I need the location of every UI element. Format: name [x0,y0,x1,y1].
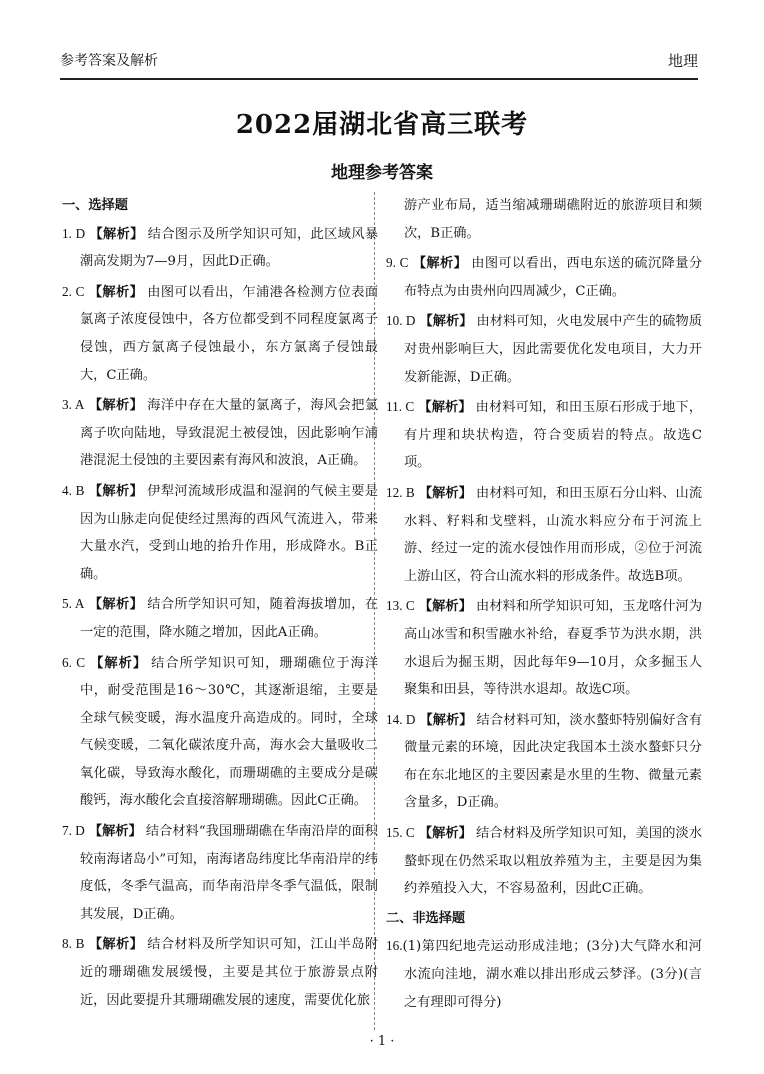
answer-text: 伊犁河流域形成温和湿润的气候主要是因为山脉走向促使经过黑海的西风气流进入，带来大量水汽，受到山地的抬升作用，形成降水。B正确。 [80,483,379,582]
answer-text: 由材料和所学知识可知，玉龙喀什河为高山冰雪和积雪融水补给，春夏季节为洪水期，洪水退后为掘玉期，因此每年9—10月，众多掘玉人聚集和田县，等待洪水退却。故选C项。 [404,599,703,698]
answer-item [62,930,378,1014]
analysis-tag: 【解析】 [418,826,473,842]
answer-number: 1. D [62,225,86,241]
left-column [62,192,378,1016]
answer-text: 结合材料及所学知识可知，美国的淡水螯虾现在仍然采取以粗放养殖为主，主要是因为集约养殖投入大，不容易盈利，因此C正确。 [404,826,703,897]
answer-number: 9. C [386,255,409,271]
section-heading-nonchoice: 二、非选择题 [386,910,466,926]
answer-text: 由图可以看出，西电东送的硫沉降量分布特点为由贵州向四周减少，C正确。 [404,256,703,299]
answer-text: (1)第四纪地壳运动形成洼地；(3分)大气降水和河水流向洼地，湖水难以排出形成云梦泽。(3分)(言之有理即可得分) [402,939,702,1010]
answer-text: 由图可以看出，乍浦港各检测方位表面氯离子浓度侵蚀中，各方位都受到不同程度氯离子侵蚀，西方氯离子侵蚀最小，东方氯离子侵蚀最大，C正确。 [80,284,379,383]
analysis-tag: 【解析】 [88,398,144,414]
answer-number: 12. B [386,484,415,500]
answer-item [386,479,702,590]
analysis-tag: 【解析】 [88,483,144,499]
answer-item [386,819,702,903]
answer-text: 结合所学知识可知，随着海拔增加，在一定的范围，降水随之增加，因此A正确。 [80,597,379,640]
analysis-tag: 【解析】 [88,824,142,840]
analysis-tag: 【解析】 [418,485,473,501]
answer-item [386,393,702,477]
answer-item [62,477,378,588]
answer-number: 16. [386,938,403,954]
answer-item [62,278,378,389]
answer-number: 10. D [386,313,416,329]
answer-text: 结合材料可知，淡水螯虾特别偏好含有微量元素的环境，因此决定我国本土淡水螯虾只分布在东北地区的主要因素是水里的生物、微量元素含量多，D正确。 [404,712,703,811]
analysis-tag: 【解析】 [88,284,144,300]
answer-number: 8. B [62,936,85,952]
answer-item [386,706,702,817]
document-title: 2022届湖北省高三联考 [235,110,529,140]
answer-text: 海洋中存在大量的氯离子，海风会把氯离子吹向陆地，导致混泥土被侵蚀，因此影响乍浦港混泥土侵蚀的主要因素有海风和波浪，A正确。 [80,398,379,469]
answer-item [62,391,378,475]
answer-number: 13. C [386,598,415,614]
answer-number: 5. A [62,596,85,612]
answer-number: 15. C [386,825,415,841]
analysis-tag: 【解析】 [88,937,144,953]
document-subtitle: 地理参考答案 [331,163,433,183]
answer-item [386,592,702,703]
answer-text: 由材料可知，和田玉原石形成于地下，有片理和块状构造，符合变质岩的特点。故选C项。 [404,400,703,471]
header-left-label: 参考答案及解析 [60,53,158,69]
answer-item [62,817,378,928]
analysis-tag: 【解析】 [418,400,472,416]
answer-text: 结合所学知识可知，珊瑚礁位于海洋中，耐受范围是16～30℃，其逐渐退缩，主要是全球气候变暖，海水温度升高造成的。同时，全球气候变暖，二氧化碳浓度升高，海水会大量吸收二氧化碳，导致海水酸化，而珊瑚礁的主要成分是碳酸钙，海水酸化会直接溶解珊瑚礁。因此C正确。 [80,655,379,809]
answer-number: 2. C [62,283,85,299]
answer-number: 11. C [386,399,415,415]
answer-number: 4. B [62,482,85,498]
answer-text: 由材料可知，火电发展中产生的硫物质对贵州影响巨大，因此需要优化发电项目，大力开发新能源，D正确。 [404,314,703,385]
answer-number: 6. C [62,654,86,670]
analysis-tag: 【解析】 [418,599,473,615]
answer-item [62,590,378,646]
analysis-tag: 【解析】 [419,314,473,330]
answer-text: 结合材料及所学知识可知，江山半岛附近的珊瑚礁发展缓慢，主要是其位于旅游景点附近，因此要提升其珊瑚礁发展的速度，需要优化旅 [80,937,379,1008]
analysis-tag: 【解析】 [412,256,468,272]
page-number: · 1 · [369,1034,395,1049]
analysis-tag: 【解析】 [88,597,144,613]
analysis-tag: 【解析】 [89,655,148,671]
page-header [60,50,698,80]
answer-number: 14. D [386,711,416,727]
answer-item [62,220,378,276]
answer-item [386,932,702,1016]
answer-text: 结合材料“我国珊瑚礁在华南沿岸的面积较南海诸岛小”可知，南海诸岛纬度比华南沿岸的纬度低，冬季气温高，而华南沿岸冬季气温低，限制其发展，D正确。 [80,824,378,922]
answer-number: 3. A [62,397,85,413]
answer-text: 结合图示及所学知识可知，此区域风暴潮高发期为7—9月，因此D正确。 [80,226,379,270]
answer-item-continuation: 游产业布局，适当缩减珊瑚礁附近的旅游项目和频次，B正确。 [404,198,702,241]
answer-item [386,307,702,391]
answer-item [62,649,378,816]
right-column [386,192,702,1018]
header-subject-label: 地理 [667,52,698,70]
analysis-tag: 【解析】 [89,226,144,242]
section-heading-choice: 一、选择题 [62,198,128,213]
answer-text: 由材料可知，和田玉原石分山料、山流水料、籽料和戈壁料，山流水料应分布于河流上游、经过一定的流水侵蚀作用而形成，②位于河流上游山区，符合山流水料的形成条件。故选B项。 [404,485,703,584]
answer-item [386,249,702,305]
answer-number: 7. D [62,823,85,839]
analysis-tag: 【解析】 [419,712,473,728]
